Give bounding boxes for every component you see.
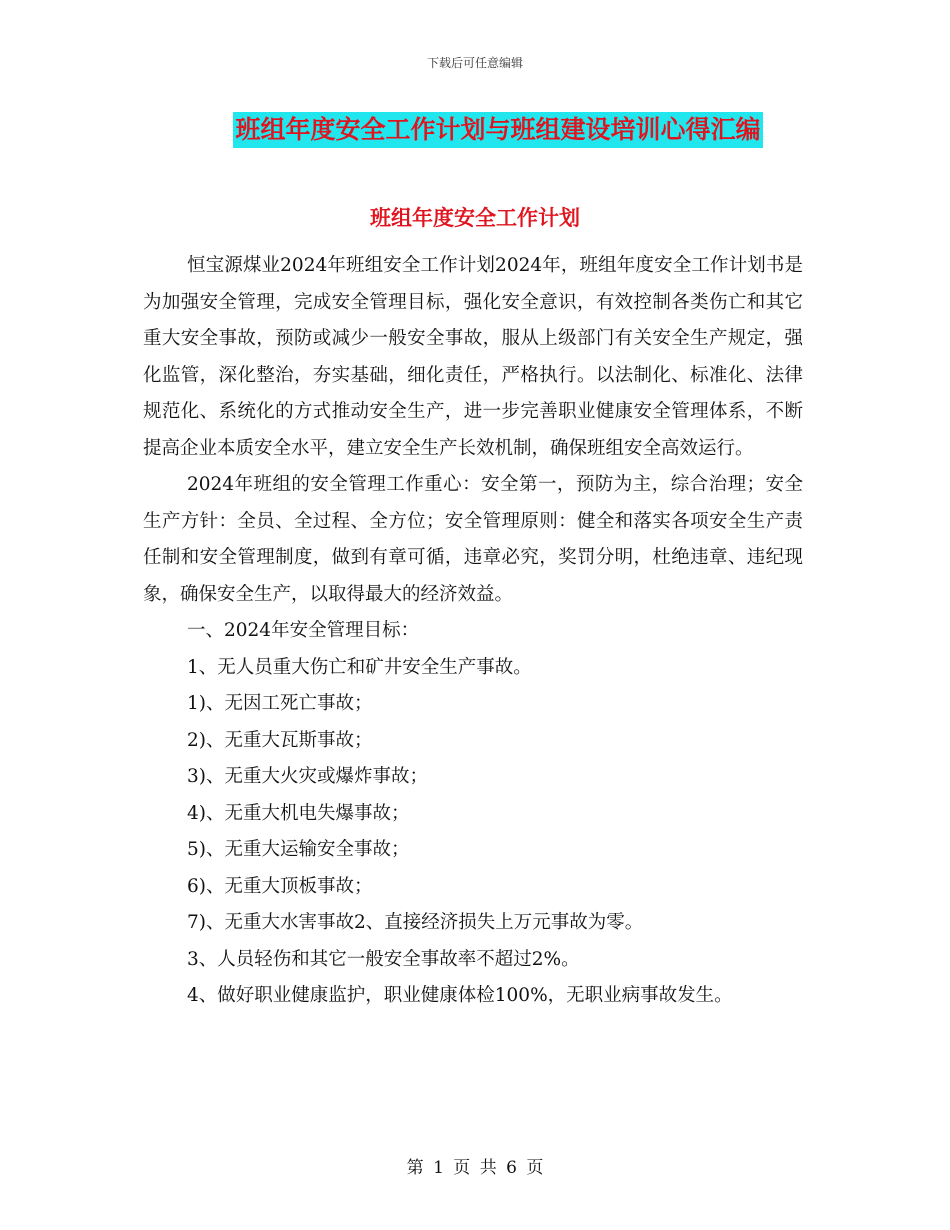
list-item: 3、人员轻伤和其它一般安全事故率不超过2%。	[187, 948, 580, 970]
section-title: 班组年度安全工作计划	[370, 205, 580, 230]
list-item: 4、做好职业健康监护，职业健康体检100%，无职业病事故发生。	[187, 985, 733, 1006]
paragraph-focus: 2024年班组的安全管理工作重心：安全第一，预防为主，综合治理；安全生产方针：全员、全过程、全方位；安全管理原则：健全和落实各项安全生产责任制和安全管理制度，做到有章可循，违章必究，奖罚分明，杜绝违章、违纪现象，确保安全生产，以取得最大的经济效益。	[143, 474, 803, 605]
document-body	[143, 248, 803, 1015]
list-item: 4)、无重大机电失爆事故；	[187, 802, 410, 824]
list-item: 1、无人员重大伤亡和矿井安全生产事故。	[187, 656, 532, 678]
list-item: 一、2024年安全管理目标：	[187, 620, 420, 641]
list-item: 1)、无因工死亡事故；	[187, 693, 373, 714]
list-item: 6)、无重大顶板事故；	[187, 875, 373, 897]
download-note: 下载后可任意编辑	[426, 56, 523, 70]
document-title-wrapper	[0, 112, 950, 148]
list-item: 2)、无重大瓦斯事故；	[187, 729, 373, 751]
document-title: 班组年度安全工作计划与班组建设培训心得汇编	[233, 112, 762, 148]
list-item: 3)、无重大火灾或爆炸事故；	[187, 766, 428, 787]
paragraph-intro: 恒宝源煤业2024年班组安全工作计划2024年，班组年度安全工作计划书是为加强安全管理，完成安全管理目标，强化安全意识，有效控制各类伤亡和其它重大安全事故，预防或减少一般安全事故，服从上级部门有关安全生产规定，强化监管，深化整治，夯实基础，细化责任，严格执行。以法制化、标准化、法律规范化、系统化的方式推动安全生产，进一步完善职业健康安全管理体系，不断提高企业本质安全水平，建立安全生产长效机制，确保班组安全高效运行。	[143, 255, 803, 459]
list-item: 5)、无重大运输安全事故；	[187, 839, 410, 860]
page-number: 第 1 页 共 6 页	[406, 1158, 544, 1178]
list-item: 7)、无重大水害事故2、直接经济损失上万元事故为零。	[187, 912, 644, 933]
